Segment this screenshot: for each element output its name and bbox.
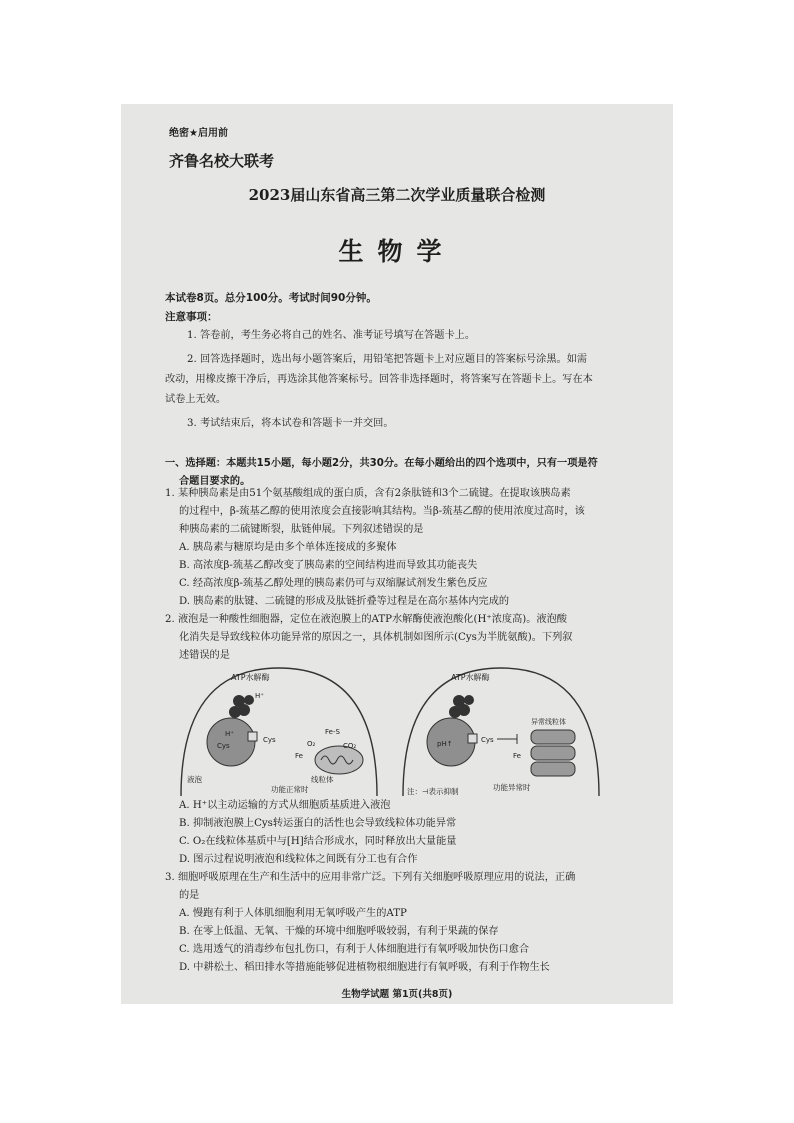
note-line: 试卷上无效。: [165, 394, 227, 405]
q2-option: B. 抑制液泡膜上Cys转运蛋白的活性也会导致线粒体功能异常: [179, 818, 457, 829]
exam-paper: [121, 104, 673, 1004]
confidential-mark: 绝密★启用前: [169, 128, 228, 139]
mitochondrion-normal: [315, 746, 363, 774]
q2-option: C. O₂在线粒体基质中与[H]结合形成水，同时释放出大量能量: [179, 836, 457, 847]
inhibit-note: 注：⊣表示抑制: [407, 787, 459, 796]
abnormal-mito-label: 异常线粒体: [531, 718, 566, 726]
atp-enzyme-label: ATP水解酶: [451, 673, 490, 682]
fe-label: Fe: [295, 752, 303, 760]
league-name: 齐鲁名校大联考: [169, 152, 275, 170]
co2-label: CO₂: [343, 742, 357, 750]
o2-label: O₂: [307, 740, 316, 748]
vacuole-label: 液泡: [187, 775, 202, 784]
exam-info: 本试卷8页。总分100分。考试时间90分钟。: [165, 292, 377, 304]
q1-option: D. 胰岛素的肽键、二硫键的形成及肽链折叠等过程是在高尔基体内完成的: [179, 596, 510, 607]
q1-stem: 种胰岛素的二硫键断裂，肽链伸展。下列叙述错误的是: [179, 524, 424, 535]
note-line: 改动，用橡皮擦干净后，再选涂其他答案标号。回答非选择题时，将答案写在答题卡上。写在本: [165, 374, 593, 385]
q2-option: A. H⁺以主动运输的方式从细胞质基质进入液泡: [179, 800, 391, 811]
q1-stem: 1. 某种胰岛素是由51个氨基酸组成的蛋白质，含有2条肽链和3个二硫键。在提取该胰岛素: [165, 488, 571, 499]
q3-stem: 的是: [179, 890, 200, 901]
cys-label: Cys: [263, 736, 276, 744]
q2-stem: 2. 液泡是一种酸性细胞器，定位在液泡膜上的ATP水解酶使液泡酸化(H⁺浓度高)。液泡酸: [165, 614, 567, 625]
exam-title: 2023届山东省高三第二次学业质量联合检测: [248, 186, 546, 204]
fe-label: Fe: [513, 752, 521, 760]
q3-option: B. 在零上低温、无氧、干燥的环境中细胞呼吸较弱，有利于果蔬的保存: [179, 926, 499, 937]
q1-option: C. 经高浓度β-巯基乙醇处理的胰岛素仍可与双缩脲试剂发生紫色反应: [179, 578, 488, 589]
atp-enzyme-icon: [449, 695, 474, 718]
q3-option: D. 中耕松土、稻田排水等措施能够促进植物根细胞进行有氧呼吸，有利于作物生长: [179, 962, 550, 973]
q2-option: D. 图示过程说明液泡和线粒体之间既有分工也有合作: [179, 854, 418, 865]
note-line: 3. 考试结束后，将本试卷和答题卡一并交回。: [187, 418, 394, 429]
abnormal-label: 功能异常时: [493, 783, 531, 792]
h-plus-label: H⁺: [255, 692, 264, 700]
q2-figure: [175, 666, 605, 798]
note-line: 2. 回答选择题时，选出每小题答案后，用铅笔把答题卡上对应题目的答案标号涂黑。如需: [187, 354, 588, 365]
vacuole-normal: [207, 718, 255, 766]
cys-transporter-icon: [468, 734, 477, 743]
h-plus-inner-label: H⁺: [225, 730, 234, 738]
atp-enzyme-label: ATP水解酶: [231, 673, 270, 682]
normal-label: 功能正常时: [271, 785, 309, 794]
q3-stem: 3. 细胞呼吸原理在生产和生活中的应用非常广泛。下列有关细胞呼吸原理应用的说法，正确: [165, 872, 576, 883]
atp-enzyme-icon: [229, 695, 254, 718]
q2-stem: 化消失是导致线粒体功能异常的原因之一，具体机制如图所示(Cys为半胱氨酸)。下列叙: [179, 632, 573, 643]
page-footer: 生物学试题 第1页(共8页): [341, 989, 453, 1000]
q1-option: A. 胰岛素与糖原均是由多个单体连接成的多聚体: [179, 542, 397, 553]
q1-stem: 的过程中，β-巯基乙醇的使用浓度会直接影响其结构。当β-巯基乙醇的使用浓度过高时，该: [179, 506, 585, 517]
mito-label: 线粒体: [311, 775, 334, 784]
abnormal-mitochondria: [531, 730, 575, 776]
cys-label: Cys: [481, 736, 494, 744]
cys-inner-label: Cys: [217, 742, 230, 750]
q3-option: C. 选用透气的消毒纱布包扎伤口，有利于人体细胞进行有氧呼吸加快伤口愈合: [179, 944, 530, 955]
q1-option: B. 高浓度β-巯基乙醇改变了胰岛素的空间结构进而导致其功能丧失: [179, 560, 478, 571]
section-heading: 合题目要求的。: [179, 476, 251, 487]
fes-label: Fe-S: [325, 728, 340, 736]
section-heading: 一、选择题：本题共15小题，每小题2分，共30分。在每小题给出的四个选项中，只有一项是符: [165, 458, 598, 469]
cys-transporter-icon: [248, 732, 257, 741]
note-line: 1. 答卷前，考生务必将自己的姓名、准考证号填写在答题卡上。: [187, 330, 476, 341]
q2-stem: 述错误的是: [179, 650, 230, 661]
ph-label: pH↑: [437, 740, 453, 748]
q3-option: A. 慢跑有利于人体肌细胞利用无氧呼吸产生的ATP: [179, 908, 407, 919]
notes-title: 注意事项：: [165, 311, 218, 323]
subject-title: 生物学: [338, 237, 456, 266]
